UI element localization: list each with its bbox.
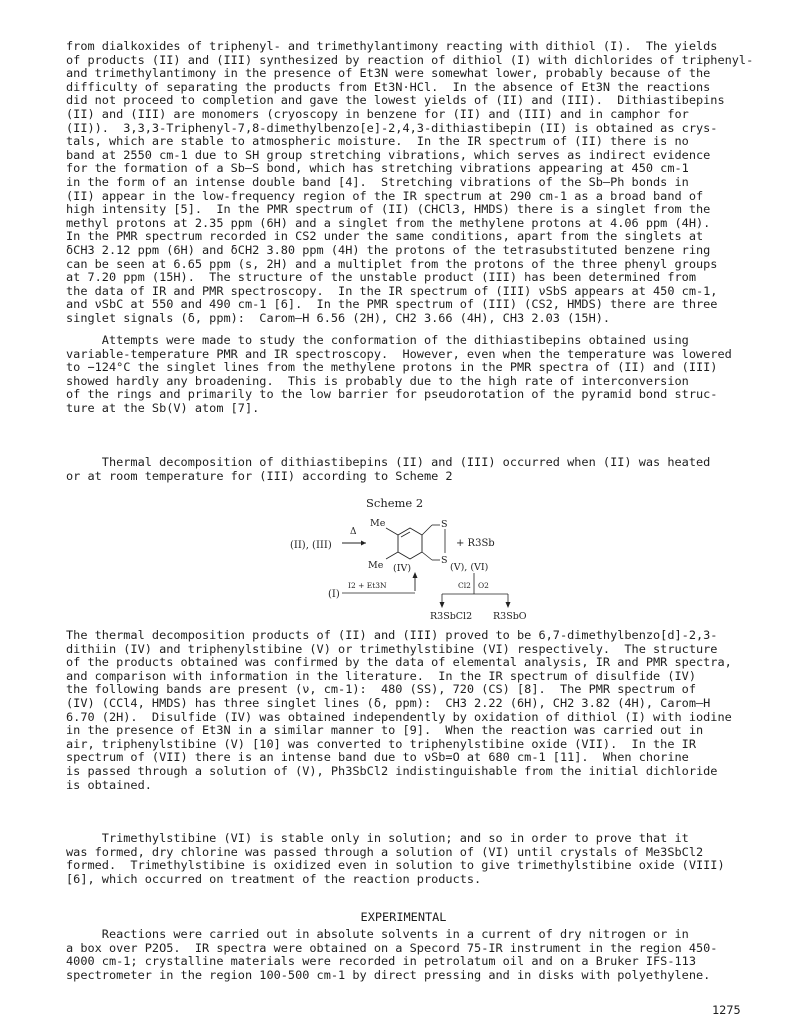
scheme-reactant: (II), (III) bbox=[290, 540, 332, 551]
text-line: singlet signals (δ, ppm): Carom–H 6.56 (2H), CH2 3.66 (4H), CH3 2.03 (15H). bbox=[66, 310, 611, 325]
ch2-bond-bottom bbox=[422, 552, 432, 560]
text-line: for the formation of a Sb–S bond, which has stretching vibrations appearing at 450 cm-1 bbox=[66, 161, 689, 176]
paragraph-1 bbox=[66, 40, 766, 325]
text-line: air, triphenylstibine (V) [10] was converted to triphenylstibine oxide (VII). In the IR bbox=[66, 736, 696, 751]
scheme-arrowhead-oxide bbox=[506, 602, 511, 608]
scheme-me-bottom: Me bbox=[368, 560, 384, 571]
text-line: variable-temperature PMR and IR spectroscopy. However, even when the temperature was lowered bbox=[66, 346, 732, 361]
methyl-bond-top bbox=[386, 528, 398, 535]
reaction-scheme-2 bbox=[290, 512, 550, 624]
scheme-reagent-cl2: Cl2 bbox=[458, 581, 471, 590]
text-line: tals, which are stable to atmospheric moisture. In the IR spectrum of (II) there is no bbox=[66, 134, 689, 149]
text-line: at 7.20 ppm (15H). The structure of the unstable product (III) has been determined from bbox=[66, 270, 696, 285]
text-line: spectrometer in the region 100-500 cm-1 by direct pressing and in disks with polyethylene. bbox=[66, 967, 711, 982]
section-heading-experimental: EXPERIMENTAL bbox=[360, 910, 447, 924]
methyl-bond-bottom bbox=[386, 552, 398, 559]
text-line: showed hardly any broadening. This is probably due to the high rate of interconversion bbox=[66, 373, 689, 388]
text-line: of products (II) and (III) synthesized by reaction of dithiol (I) with dichlorides of triphenyl- bbox=[66, 52, 754, 67]
paragraph-3 bbox=[66, 456, 766, 483]
scheme-dithiol: (I) bbox=[328, 589, 340, 600]
scheme-reagent-left: I2 + Et3N bbox=[348, 581, 387, 590]
page-number: 1275 bbox=[712, 1003, 741, 1017]
scheme-dichloride: R3SbCl2 bbox=[430, 611, 473, 622]
text-line: [6], which occurred on treatment of the reaction products. bbox=[66, 871, 482, 886]
text-line: was formed, dry chlorine was passed through a solution of (VI) until crystals of Me3SbCl2 bbox=[66, 844, 704, 859]
text-line: δCH3 2.12 ppm (6H) and δCH2 3.80 ppm (4H) the protons of the tetrasubstituted benzene ring bbox=[66, 242, 711, 257]
scheme-me-top: Me bbox=[370, 518, 386, 529]
text-line: can be seen at 6.65 ppm (s, 2H) and a multiplet from the protons of the three phenyl groups bbox=[66, 256, 718, 271]
text-line: from dialkoxides of triphenyl- and trimethylantimony reacting with dithiol (I). The yields bbox=[66, 39, 718, 53]
text-line: dithiin (IV) and triphenylstibine (V) or trimethylstibine (VI) respectively. The structure bbox=[66, 641, 718, 656]
scheme-s-top: S bbox=[441, 519, 448, 530]
text-line: and trimethylantimony in the presence of Et3N were somewhat lower, probably because of the bbox=[66, 66, 711, 81]
scheme-product-label: (IV) bbox=[393, 563, 412, 574]
text-line: in the form of an intense double band [4]. Stretching vibrations of the Sb–Ph bonds in bbox=[66, 174, 689, 189]
paragraph-6 bbox=[66, 928, 766, 982]
text-line: of the products obtained was confirmed by the data of elemental analysis, IR and PMR spectra, bbox=[66, 655, 732, 670]
scheme-oxide: R3SbO bbox=[493, 611, 527, 622]
scheme-arrowhead-dichloride bbox=[440, 602, 445, 608]
text-line: In the PMR spectrum recorded in CS2 under the same conditions, apart from the singlets at bbox=[66, 229, 704, 244]
text-line: Reactions were carried out in absolute solvents in a current of dry nitrogen or in bbox=[66, 927, 689, 941]
text-line: (II) and (III) are monomers (cryoscopy in benzene for (II) and (III) and in camphor for bbox=[66, 106, 689, 121]
text-line: (IV) (CCl4, HMDS) has three singlet lines (δ, ppm): CH3 2.22 (6H), CH2 3.82 (4H), Carom–H bbox=[66, 695, 711, 710]
text-line: (II) appear in the low-frequency region of the IR spectrum at 290 cm-1 as a broad band of bbox=[66, 188, 704, 203]
text-line: the following bands are present (ν, cm-1): 480 (SS), 720 (CS) [8]. The PMR spectrum of bbox=[66, 682, 696, 697]
text-line: spectrum of (VII) there is an intense band due to νSb=O at 680 cm-1 [11]. When chorine bbox=[66, 750, 689, 765]
paragraph-2 bbox=[66, 334, 766, 416]
text-line: Thermal decomposition of dithiastibepins (II) and (III) occurred when (II) was heated bbox=[66, 455, 711, 469]
text-line: is passed through a solution of (V), Ph3SbCl2 indistinguishable from the initial dichloride bbox=[66, 763, 718, 778]
text-line: of the rings and primarily to the low barrier for pseudorotation of the pyramid bond struc- bbox=[66, 387, 718, 402]
scheme-title: Scheme 2 bbox=[366, 496, 424, 510]
scheme-arrowhead-heat bbox=[361, 541, 366, 546]
text-line: The thermal decomposition products of (II) and (III) proved to be 6,7-dimethylbenzo[d]-2,3- bbox=[66, 628, 718, 642]
text-line: Trimethylstibine (VI) is stable only in solution; and so in order to prove that it bbox=[66, 831, 689, 845]
text-line: and comparison with information in the literature. In the IR spectrum of disulfide (IV) bbox=[66, 668, 696, 683]
text-line: did not proceed to completion and gave the lowest yields of (II) and (III). Dithiastibepins bbox=[66, 93, 725, 108]
text-line: a box over P2O5. IR spectra were obtained on a Specord 75-IR instrument in the region 450- bbox=[66, 940, 718, 955]
scheme-arrowhead-up bbox=[413, 572, 418, 578]
text-line: formed. Trimethylstibine is oxidized even in solution to give trimethylstibine oxide (VIII) bbox=[66, 858, 725, 873]
text-line: methyl protons at 2.35 ppm (6H) and a singlet from the methylene protons at 4.06 ppm (4H). bbox=[66, 215, 711, 230]
paragraph-4 bbox=[66, 629, 766, 792]
text-line: (II)). 3,3,3-Triphenyl-7,8-dimethylbenzo[e]-2,4,3-dithiastibepin (II) is obtained as crys- bbox=[66, 120, 718, 135]
text-line: or at room temperature for (III) according to Scheme 2 bbox=[66, 468, 453, 483]
scheme-s-bottom: S bbox=[441, 555, 448, 566]
text-line: band at 2550 cm-1 due to SH group stretching vibrations, which serves as indirect evidence bbox=[66, 147, 711, 162]
text-line: to −124°C the singlet lines from the methylene protons in the PMR spectra of (II) and (III) bbox=[66, 360, 718, 375]
text-line: difficulty of separating the products from Et3N·HCl. In the absence of Et3N the reactions bbox=[66, 79, 711, 94]
text-line: in the presence of Et3N in a similar manner to [9]. When the reaction was carried out in bbox=[66, 723, 704, 738]
scheme-plus-r3sb: + R3Sb bbox=[456, 538, 495, 549]
text-line: 6.70 (2H). Disulfide (IV) was obtained independently by oxidation of dithiol (I) with iodine bbox=[66, 709, 732, 724]
scheme-heat-symbol: Δ bbox=[350, 527, 357, 537]
ch2-bond-top bbox=[422, 525, 432, 535]
scheme-reagent-o2: O2 bbox=[478, 581, 489, 590]
text-line: is obtained. bbox=[66, 777, 152, 792]
text-line: Attempts were made to study the conformation of the dithiastibepins obtained using bbox=[66, 333, 689, 347]
scheme-v-vi: (V), (VI) bbox=[450, 562, 489, 573]
benzene-ring bbox=[398, 528, 422, 559]
text-line: 4000 cm-1; crystalline materials were recorded in petrolatum oil and on a Bruker IFS-113 bbox=[66, 954, 696, 969]
text-line: and νSbC at 550 and 490 cm-1 [6]. In the PMR spectrum of (III) (CS2, HMDS) there are three bbox=[66, 297, 718, 312]
paragraph-5 bbox=[66, 832, 766, 886]
text-line: ture at the Sb(V) atom [7]. bbox=[66, 400, 260, 415]
text-line: high intensity [5]. In the PMR spectrum of (II) (CHCl3, HMDS) there is a singlet from the bbox=[66, 202, 711, 217]
text-line: the data of IR and PMR spectroscopy. In the IR spectrum of (III) νSbS appears at 450 cm-1, bbox=[66, 283, 718, 298]
